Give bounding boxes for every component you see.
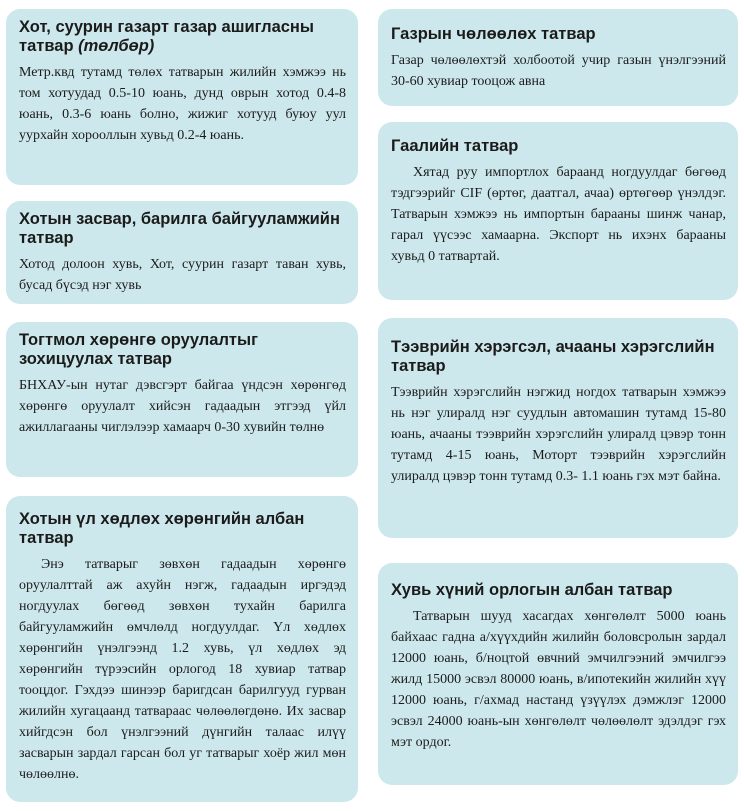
card-title: Хотын үл хөдлөх хөрөнгийн албан татвар [19, 510, 305, 547]
card-urban-construction-tax [6, 201, 358, 304]
card-land-use-tax [6, 9, 358, 185]
card-title: Тээврийн хэрэгсэл, ачааны хэрэгслийн татвар [391, 338, 715, 375]
card-customs-tax [378, 122, 738, 300]
card-title: Тогтмол хөрөнгө оруулалтыг зохицуулах татвар [19, 331, 258, 368]
card-urban-real-estate-tax [6, 496, 358, 802]
card-fixed-investment-tax [6, 322, 358, 477]
card-title: Гаалийн татвар [391, 137, 519, 155]
card-vehicle-tax [378, 318, 738, 538]
card-body: Метр.квд тутамд төлөх татварын жилийн хэмжээ нь том хотуудад 0.5-10 юань, дунд оврын хотод 0.4-8 юань, 0.3-6 юань болно, жижиг хотууд буюу уул уурхайн хорооллын хувьд 0.2-4 юань. [19, 65, 346, 143]
card-title: Хотын засвар, барилга байгууламжийн татвар [19, 210, 340, 247]
card-body: Татварын шууд хасагдах хөнгөлөлт 5000 юань байхаас гадна а/хүүхдийн жилийн боловсролын зардал 12000 юань, б/ноцтой өвчний эмчилгээний эмчилгээ жилд 15000 эсвэл 80000 юань, в/ипотекийн жилийн хүү 12000 юань, г/ахмад настанд үзүүлэх дэмжлэг 12000 эсвэл 24000 юань-ын хөнгөлөлт чөлөөлөлт эдэлдэг гэх мэт ордог. [391, 609, 726, 750]
card-personal-income-tax [378, 563, 738, 785]
card-body: Хотод долоон хувь, Хот, суурин газарт таван хувь, бусад бүсэд нэг хувь [19, 257, 346, 293]
card-title: Хувь хүний орлогын албан татвар [391, 581, 673, 599]
card-land-release-tax [378, 9, 738, 106]
card-title: Хот, суурин газарт газар ашигласны татвар (төлбөр) [19, 18, 314, 55]
card-body: Хятад руу импортлох бараанд ногдуулдаг бөгөөд тэдгээрийг CIF (өртөг, даатгал, ачаа) өртөгөөр үнэлдэг. Татварын хэмжээ нь импортын барааны шинж чанар, гарал үүсээс хамаарна. Экспорт нь ихэнх барааны хувьд 0 татвартай. [391, 165, 726, 264]
card-body: Энэ татварыг зөвхөн гадаадын хөрөнгө оруулалттай аж ахуйн нэгж, гадаадын иргэдэд ногдуулах бөгөөд зөвхөн тухайн барилга байгууламжийн өмчлөлд ногдуулдаг. Үл хөдлөх хөрөнгийн үнэлгээнд 1.2 хувь, үл хөдлөх эд хөрөнгийн түрээсийн орлогод 18 хувиар татвар тооцдог. Гэхдээ шинээр баригдсан барилгууд гурван жилийн хугацаанд татвараас чөлөөлөгдөнө. Их засвар хийгдсэн бол үнэлгээний дүнгийн талаас илүү засварын зардал гарсан бол уг татварыг хоёр жил мөн чөлөөлнө. [19, 557, 346, 782]
card-body: БНХАУ-ын нутаг дэвсгэрт байгаа үндсэн хөрөнгөд хөрөнгө оруулалт хийсэн гадаадын этгээд үйл ажиллагааны чиглэлээр хамаарч 0-30 хувийн төлнө [19, 378, 346, 435]
card-body: Тээврийн хэрэгслийн нэгжид ногдох татварын хэмжээ нь нэг улиралд нэг суудлын автомашин тутамд 15-80 юань, ачааны тээврийн хэрэгслийн улиралд цэвэр тонн тутамд 4-15 юань, Моторт тээврийн хэрэгслийн улиралд цэвэр тонн тутамд 0.3- 1.1 юань гэх мэт байна. [391, 385, 726, 484]
card-body: Газар чөлөөлөхтэй холбоотой учир газын үнэлгээний 30-60 хувиар тооцож авна [391, 53, 726, 89]
card-title: Газрын чөлөөлөх татвар [391, 25, 596, 43]
